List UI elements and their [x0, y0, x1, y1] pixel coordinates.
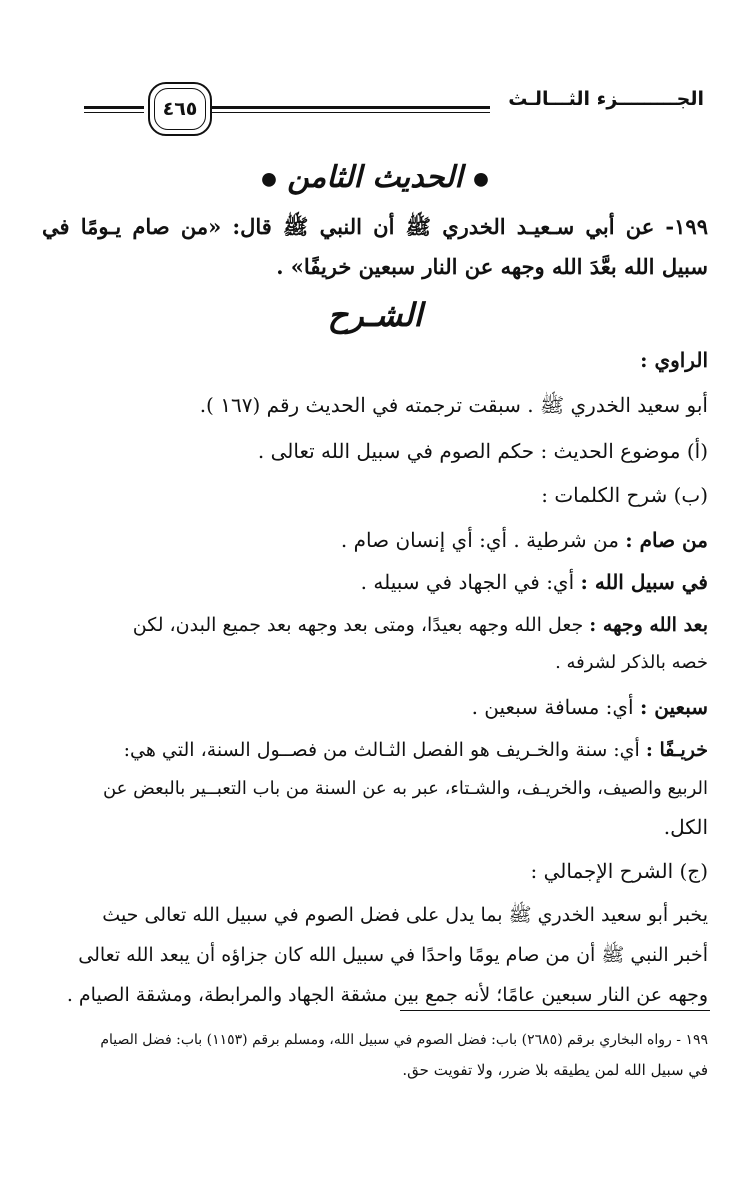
word-term: سبعين : — [639, 695, 708, 719]
sharh-title: الشـرح — [327, 296, 423, 334]
word-meaning: أي: في الجهاد في سبيله . — [360, 570, 575, 594]
bullet-icon: ● — [473, 168, 489, 190]
word-meaning: أي: سنة والخـريف هو الفصل الثـالث من فصــول السنة، التي هي: — [123, 739, 640, 761]
word-entry — [42, 610, 708, 640]
word-entry — [42, 525, 708, 555]
topic-text: (أ) موضوع الحديث : حكم الصوم في سبيل الله تعالى . — [257, 439, 708, 463]
word-meaning-cont: الكل. — [663, 815, 708, 839]
summary-line: يخبر أبو سعيد الخدري ﷺ بما يدل على فضل الصوم في سبيل الله تعالى حيث — [102, 904, 708, 926]
narrator-text: أبو سعيد الخدري ﷺ . سبقت ترجمته في الحديث رقم (١٦٧ ). — [199, 393, 708, 417]
word-meaning: جعل الله وجهه بعيدًا، ومتى بعد وجهه بعد جميع البدن، لكن — [132, 614, 584, 636]
summary-line: أخبر النبي ﷺ أن من صام يومًا واحدًا في سبيل الله كان جزاؤه أن يبعد الله تعالى — [78, 944, 708, 966]
words-heading: (ب) شرح الكلمات : — [541, 483, 708, 507]
header-rule-left — [84, 106, 144, 116]
word-meaning-cont: الربيع والصيف، والخريـف، والشـتاء، عبر به عن السنة من باب التعبــير بالبعض عن — [102, 778, 708, 799]
word-meaning-cont: خصه بالذكر لشرفه . — [555, 652, 708, 673]
word-term: بعد الله وجهه : — [589, 614, 708, 636]
narrator-heading: الراوي : — [640, 348, 708, 372]
word-entry — [42, 692, 708, 722]
page-number: ٤٦٥ — [148, 82, 212, 136]
hadith-text-line: ١٩٩- عن أبي سـعيـد الخدري ﷺ أن النبي ﷺ قال: «من صام يـومًا في — [42, 214, 708, 239]
word-term: في سبيل الله : — [580, 570, 708, 594]
word-entry — [42, 567, 708, 597]
page-header — [0, 78, 750, 148]
footnote-line: ١٩٩ - رواه البخاري برقم (٢٦٨٥) باب: فضل الصوم في سبيل الله، ومسلم برقم (١١٥٣) باب: فضل الصيام — [100, 1032, 708, 1048]
summary-heading: (ج) الشرح الإجمالي : — [530, 859, 708, 883]
bullet-icon: ● — [261, 168, 277, 190]
summary-line: وجهه عن النار سبعين عامًا؛ لأنه جمع بين مشقة الجهاد والمرابطة، ومشقة الصيام . — [66, 984, 708, 1006]
hadith-title: ● الحديث الثامن ● — [261, 160, 489, 195]
word-entry — [42, 735, 708, 765]
word-term: خريـفًا : — [645, 739, 708, 761]
footnote-line: في سبيل الله لمن يطيقه بلا ضرر، ولا تفويت حق. — [402, 1061, 708, 1079]
word-meaning: أي: مسافة سبعين . — [471, 695, 634, 719]
footnote-divider — [400, 1010, 710, 1011]
hadith-text-line: سبيل الله بعَّدَ الله وجهه عن النار سبعين خريفًا» . — [276, 254, 708, 279]
part-title: الجـــــــــزء الثـــالـث — [508, 88, 704, 110]
word-meaning: من شرطية . أي: أي إنسان صام . — [340, 528, 619, 552]
header-rule-right — [212, 106, 490, 116]
word-term: من صام : — [625, 528, 708, 552]
